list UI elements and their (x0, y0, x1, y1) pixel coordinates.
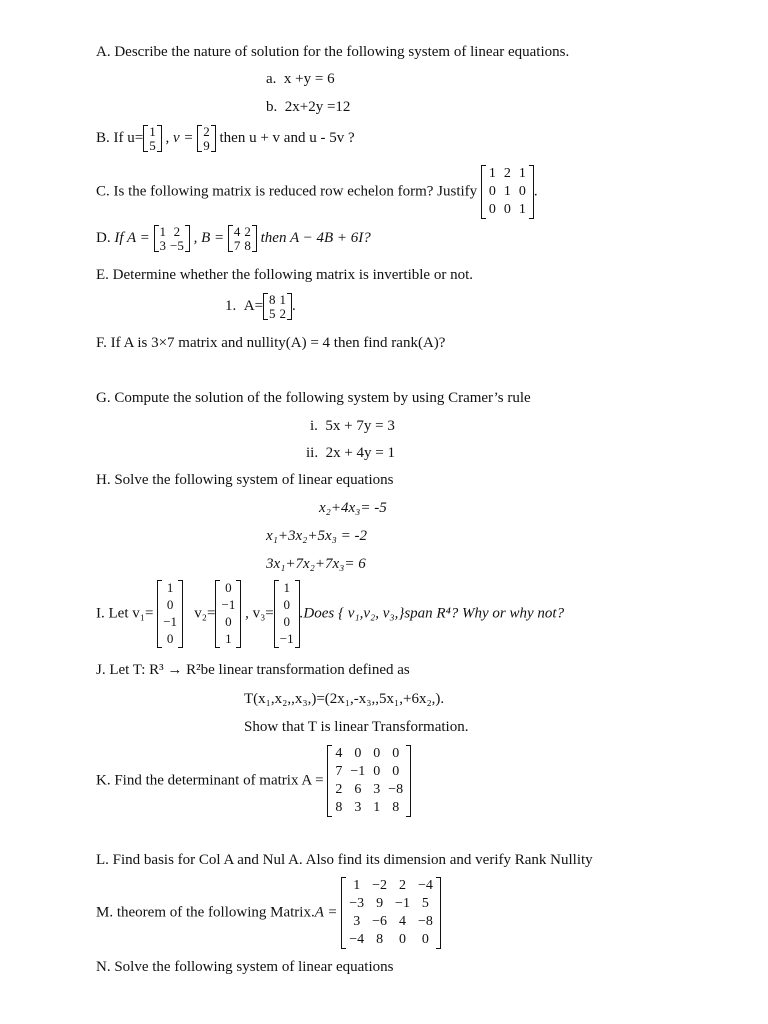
matrix-entry: 4 (335, 746, 343, 761)
matrix-entry: 0 (518, 183, 526, 199)
equation-b (266, 100, 350, 115)
question-label: A. (96, 44, 111, 60)
question-e (96, 268, 473, 283)
question-e-matrix (225, 293, 296, 320)
matrix-entry: −2 (372, 878, 388, 893)
matrix-entry: 1 (279, 292, 287, 307)
a-label: If A = (114, 230, 150, 247)
matrix-entry: 4 (233, 224, 241, 239)
question-text: Solve the following system of linear equations (114, 959, 394, 975)
matrix-entry: 7 (335, 763, 343, 779)
matrix-entry: 0 (225, 580, 232, 595)
question-label: N. (96, 959, 111, 975)
matrix-entry: −1 (221, 596, 236, 612)
matrix-entry: 0 (503, 201, 511, 217)
matrix-entry: 0 (392, 763, 400, 779)
question-h (96, 473, 393, 488)
question-c (96, 165, 538, 219)
rref-matrix (481, 165, 534, 219)
matrix-entry: 2 (279, 305, 287, 321)
a-label: A= (243, 298, 264, 315)
matrix-entry: 5 (421, 895, 429, 911)
matrix-entry: 3 (159, 237, 166, 253)
matrix-entry: 8 (335, 799, 343, 815)
matrix-entry: 1 (488, 166, 496, 181)
question-text: . (292, 298, 296, 315)
matrix-entry: −4 (349, 931, 365, 947)
question-label: E. (96, 267, 109, 283)
b-label: , B = (193, 230, 225, 247)
item-label: ii. (306, 445, 319, 461)
vector-entry: 2 (203, 124, 210, 139)
v-vector (197, 125, 216, 152)
vector-v2 (215, 580, 241, 648)
question-text: Compute the solution of the following system by using Cramer’s rule (114, 390, 531, 406)
equation-g-ii (306, 446, 395, 461)
question-m (96, 877, 441, 949)
question-n (96, 960, 393, 975)
matrix-entry: 8 (269, 292, 276, 307)
question-text: then u + v and u - 5v ? (219, 130, 355, 147)
matrix-entry: 1 (159, 224, 166, 239)
equation-text: 2x+2y =12 (284, 99, 351, 115)
item-label: 1. (225, 298, 237, 315)
matrix-entry: 2 (503, 166, 511, 181)
matrix-entry: 0 (488, 183, 496, 199)
question-label: M. (96, 904, 114, 921)
matrix-entry: −1 (279, 630, 294, 646)
question-b (96, 125, 355, 152)
item-label: i. (310, 418, 318, 434)
matrix-entry: 9 (376, 895, 384, 911)
matrix-entry: 0 (488, 201, 496, 217)
equation-h-3: 3x₁+7x₂+7x₃= 6 (266, 556, 366, 572)
matrix-entry: 0 (399, 931, 406, 947)
question-label: I. (96, 605, 105, 622)
matrix-entry: −1 (350, 763, 366, 779)
matrix-entry: 1 (283, 580, 290, 595)
matrix-entry: 0 (225, 613, 232, 629)
question-text: Determine whether the following matrix is invertible or not. (112, 267, 473, 283)
v2-label: v₂= (194, 605, 216, 622)
a-label: A = (314, 904, 338, 921)
v1-label: Let v₁= (108, 605, 154, 622)
equation-text: x +y = 6 (283, 71, 335, 87)
question-d (96, 225, 371, 252)
question-text: Is the following matrix is reduced row echelon form? Justify (113, 183, 478, 200)
matrix-entry: 0 (283, 613, 290, 629)
question-f (96, 336, 445, 351)
question-text: Find basis for Col A and Nul A. Also find its dimension and verify Rank Nullity (112, 852, 593, 868)
matrix-entry: 3 (373, 781, 381, 797)
matrix-entry: 1 (518, 166, 526, 181)
matrix-entry: −3 (349, 895, 365, 911)
matrix-entry: 0 (373, 763, 381, 779)
question-text: theorem of the following Matrix. (116, 904, 315, 921)
matrix-entry: 0 (166, 596, 174, 612)
vector-v1 (157, 580, 183, 648)
matrix-entry: 1 (518, 201, 526, 217)
equation-text: 5x + 7y = 3 (325, 418, 395, 434)
equation-h-2: x₁+3x₂+5x₃ = -2 (266, 528, 367, 544)
item-label: a. (266, 71, 277, 87)
question-j (96, 663, 410, 678)
matrix-entry: −5 (170, 237, 184, 253)
matrix-entry: 2 (335, 781, 343, 797)
matrix-entry: 1 (503, 183, 511, 199)
vector-entry: 5 (149, 137, 156, 153)
equation-g-i (310, 419, 395, 434)
matrix-entry: −8 (417, 913, 433, 929)
matrix-entry: −4 (417, 878, 433, 893)
matrix-entry: 2 (399, 878, 406, 893)
question-label: K. (96, 772, 111, 789)
matrix-entry: 0 (354, 746, 362, 761)
question-label: B. (96, 130, 110, 147)
matrix-b (228, 225, 257, 252)
question-label: F. (96, 335, 107, 351)
question-text: . (533, 183, 538, 200)
question-label: G. (96, 390, 111, 406)
question-label: J. (96, 662, 106, 678)
v-label: , v = (165, 130, 194, 147)
matrix-entry: 0 (373, 746, 381, 761)
equation-text: 2x + 4y = 1 (325, 445, 396, 461)
vector-entry: 9 (203, 137, 210, 153)
matrix-entry: 3 (353, 913, 361, 929)
question-label: H. (96, 472, 111, 488)
question-l (96, 853, 593, 868)
matrix-entry: 4 (399, 913, 406, 929)
matrix-entry: 2 (244, 224, 251, 239)
vector-v3 (274, 580, 300, 648)
matrix-entry: 8 (244, 237, 251, 253)
question-text: If A is 3×7 matrix and nullity(A) = 4 then find rank(A)? (110, 335, 446, 351)
matrix-entry: 2 (173, 224, 181, 239)
matrix-entry: 1 (373, 799, 381, 815)
item-label: b. (266, 99, 278, 115)
question-a (96, 45, 569, 60)
question-text: Find the determinant of matrix A = (114, 772, 324, 789)
matrix-entry: 8 (376, 931, 384, 947)
matrix-entry: 3 (354, 799, 362, 815)
question-label: L. (96, 852, 109, 868)
matrix-entry: −1 (395, 895, 410, 911)
transformation-definition: T(x₁,x₂,,x₃,)=(2x₁,-x₃,,5x₁,+6x₂,). (244, 691, 445, 707)
matrix-entry: 0 (283, 596, 290, 612)
matrix-entry: 1 (353, 878, 361, 893)
matrix-entry: 0 (421, 931, 429, 947)
question-label: C. (96, 183, 110, 200)
question-k (96, 745, 411, 817)
u-vector (143, 125, 162, 152)
matrix-e (263, 293, 292, 320)
matrix-entry: 7 (233, 237, 241, 253)
question-text: then A − 4B + 6I? (260, 230, 371, 247)
matrix-k (327, 745, 411, 817)
matrix-entry: 5 (269, 305, 276, 321)
matrix-entry: 6 (354, 781, 362, 797)
u-label: u= (127, 130, 144, 147)
matrix-entry: 8 (392, 799, 400, 815)
matrix-entry: −8 (388, 781, 404, 797)
question-text: Describe the nature of solution for the following system of linear equations. (114, 44, 570, 60)
equation-a (266, 72, 335, 87)
question-text: Let T: R³ → R²be linear transformation defined as (109, 662, 410, 678)
matrix-entry: −1 (163, 613, 178, 629)
matrix-a (154, 225, 190, 252)
equation-h-1: x₂+4x₃= -5 (319, 500, 387, 516)
matrix-entry: 0 (392, 746, 400, 761)
show-text: Show that T is linear Transformation. (244, 719, 469, 735)
question-text: If (113, 130, 124, 147)
question-text: .Does { v₁,v₂, v₃,}span R⁴? Why or why not? (299, 605, 565, 622)
question-i (96, 580, 564, 648)
question-label: D. (96, 230, 111, 247)
matrix-entry: 1 (166, 580, 174, 595)
question-g (96, 391, 531, 406)
matrix-m (341, 877, 441, 949)
matrix-entry: 1 (225, 630, 232, 646)
matrix-entry: 0 (166, 630, 174, 646)
v3-label: , v₃= (245, 605, 274, 622)
matrix-entry: −6 (372, 913, 388, 929)
question-text: Solve the following system of linear equations (114, 472, 394, 488)
vector-entry: 1 (149, 124, 156, 139)
